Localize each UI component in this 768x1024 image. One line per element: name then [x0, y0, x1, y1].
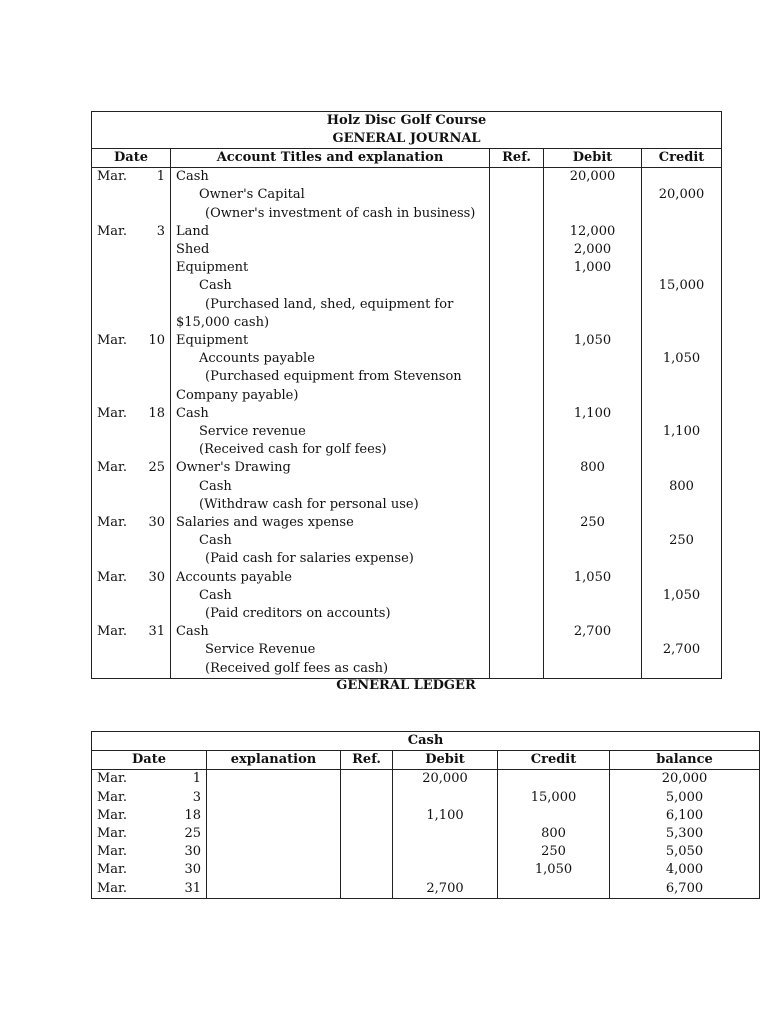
credit-amount: [498, 770, 610, 789]
account-title: Cash: [171, 587, 490, 605]
ref-cell: [490, 332, 544, 350]
debit-amount: [544, 478, 642, 496]
account-title: Cash: [171, 532, 490, 550]
date-month: Mar.: [97, 771, 127, 787]
ref-cell: [490, 532, 544, 550]
journal-line: [92, 514, 722, 532]
credit-amount: [642, 459, 722, 477]
credit-amount: [498, 880, 610, 899]
ref-cell: [490, 223, 544, 241]
account-title: (Paid cash for salaries expense): [171, 550, 490, 568]
date-cell: [92, 807, 207, 825]
debit-amount: [393, 825, 498, 843]
credit-amount: [642, 514, 722, 532]
credit-amount: [642, 296, 722, 314]
debit-amount: 2,700: [393, 880, 498, 899]
date-cell: [92, 332, 171, 350]
credit-amount: [642, 223, 722, 241]
debit-amount: [393, 843, 498, 861]
ref-cell: [490, 168, 544, 187]
journal-line: [92, 587, 722, 605]
date-month: Mar.: [97, 624, 127, 640]
ref-cell: [490, 569, 544, 587]
date-cell: [92, 861, 207, 879]
credit-amount: [642, 405, 722, 423]
date-cell: [92, 478, 171, 496]
account-title: (Purchased land, shed, equipment for: [171, 296, 490, 314]
journal-line: [92, 605, 722, 623]
ref-cell: [490, 296, 544, 314]
header-ref: Ref.: [490, 149, 544, 168]
balance-amount: 5,300: [610, 825, 760, 843]
ref-cell: [490, 550, 544, 568]
account-title: Cash: [171, 623, 490, 641]
credit-amount: 20,000: [642, 186, 722, 204]
date-cell: [92, 186, 171, 204]
cash-ledger-table: [91, 731, 760, 899]
ref: [341, 861, 393, 879]
debit-amount: 20,000: [393, 770, 498, 789]
date-cell: [92, 423, 171, 441]
ref: [341, 843, 393, 861]
account-title: (Owner's investment of cash in business): [171, 205, 490, 223]
date-cell: [92, 350, 171, 368]
date: [97, 880, 201, 898]
account-title: Cash: [171, 478, 490, 496]
date-month: Mar.: [97, 223, 127, 239]
journal-line: [92, 496, 722, 514]
header-explanation: explanation: [207, 751, 341, 770]
header-credit: Credit: [498, 751, 610, 770]
date-day: 31: [184, 880, 201, 896]
date-cell: [92, 441, 171, 459]
explanation: [207, 861, 341, 879]
balance-amount: 4,000: [610, 861, 760, 879]
date-cell: [92, 641, 171, 659]
ledger-row: [92, 789, 760, 807]
journal-line: [92, 569, 722, 587]
account-title: (Withdraw cash for personal use): [171, 496, 490, 514]
debit-amount: 1,050: [544, 569, 642, 587]
date-cell: [92, 168, 171, 187]
company-name: Holz Disc Golf Course: [326, 113, 487, 128]
credit-amount: [642, 241, 722, 259]
debit-amount: 250: [544, 514, 642, 532]
ref: [341, 770, 393, 789]
date-cell: [92, 277, 171, 295]
debit-amount: [393, 789, 498, 807]
credit-amount: 1,050: [642, 350, 722, 368]
account-title: Equipment: [171, 332, 490, 350]
date: [97, 514, 165, 532]
credit-amount: [642, 605, 722, 623]
ref-cell: [490, 587, 544, 605]
date: [97, 789, 201, 807]
date-day: 30: [148, 569, 165, 585]
date: [97, 459, 165, 477]
account-title: Service revenue: [171, 423, 490, 441]
date-day: 30: [148, 515, 165, 531]
ref-cell: [490, 641, 544, 659]
header-debit: Debit: [544, 149, 642, 168]
ref-cell: [490, 514, 544, 532]
credit-amount: [642, 205, 722, 223]
explanation: [207, 770, 341, 789]
account-title: Accounts payable: [171, 350, 490, 368]
journal-line: [92, 423, 722, 441]
header-credit: Credit: [642, 149, 722, 168]
date: [97, 223, 165, 241]
ref-cell: [490, 459, 544, 477]
credit-amount: [642, 660, 722, 679]
ref-cell: [490, 186, 544, 204]
journal-line: [92, 332, 722, 350]
debit-amount: [544, 205, 642, 223]
journal-line: [92, 168, 722, 187]
date-cell: [92, 514, 171, 532]
date-month: Mar.: [97, 789, 127, 805]
credit-amount: [642, 314, 722, 332]
debit-amount: 2,000: [544, 241, 642, 259]
date-cell: [92, 880, 207, 899]
general-journal-table: [91, 111, 722, 679]
date-cell: [92, 296, 171, 314]
ledger-row: [92, 770, 760, 789]
ref-cell: [490, 241, 544, 259]
date-day: 25: [184, 826, 201, 842]
explanation: [207, 880, 341, 899]
ref-cell: [490, 205, 544, 223]
date-day: 25: [148, 460, 165, 476]
journal-line: [92, 186, 722, 204]
explanation: [207, 825, 341, 843]
debit-amount: [544, 496, 642, 514]
debit-amount: [393, 861, 498, 879]
date-cell: [92, 789, 207, 807]
date-cell: [92, 550, 171, 568]
debit-amount: 1,050: [544, 332, 642, 350]
debit-amount: [544, 277, 642, 295]
ref: [341, 789, 393, 807]
date-cell: [92, 368, 171, 386]
date-month: Mar.: [97, 515, 127, 531]
debit-amount: [544, 387, 642, 405]
credit-amount: [498, 807, 610, 825]
account-title: Equipment: [171, 259, 490, 277]
explanation: [207, 807, 341, 825]
date: [97, 861, 201, 879]
account-title: Company payable): [171, 387, 490, 405]
date-day: 18: [184, 807, 201, 823]
account-title: Accounts payable: [171, 569, 490, 587]
debit-amount: [544, 641, 642, 659]
credit-amount: [642, 387, 722, 405]
ref: [341, 807, 393, 825]
ref-cell: [490, 277, 544, 295]
date-cell: [92, 825, 207, 843]
ref: [341, 880, 393, 899]
journal-line: [92, 532, 722, 550]
date-cell: [92, 259, 171, 277]
journal-line: [92, 277, 722, 295]
account-title: Shed: [171, 241, 490, 259]
date-cell: [92, 569, 171, 587]
account-title: Cash: [171, 168, 490, 187]
account-title: Service Revenue: [171, 641, 490, 659]
header-ref: Ref.: [341, 751, 393, 770]
date-month: Mar.: [97, 333, 127, 349]
date: [97, 332, 165, 350]
date-cell: [92, 587, 171, 605]
date-month: Mar.: [97, 405, 127, 421]
journal-line: [92, 205, 722, 223]
credit-amount: [642, 569, 722, 587]
ledger-row: [92, 843, 760, 861]
date-cell: [92, 223, 171, 241]
date-cell: [92, 605, 171, 623]
debit-amount: 1,100: [393, 807, 498, 825]
debit-amount: [544, 587, 642, 605]
ref-cell: [490, 259, 544, 277]
balance-amount: 20,000: [610, 770, 760, 789]
date-day: 3: [192, 789, 201, 805]
date: [97, 405, 165, 423]
debit-amount: 12,000: [544, 223, 642, 241]
date-cell: [92, 770, 207, 789]
debit-amount: [544, 350, 642, 368]
date-day: 10: [148, 333, 165, 349]
journal-line: [92, 441, 722, 459]
credit-amount: [642, 168, 722, 187]
date-cell: [92, 496, 171, 514]
ref-cell: [490, 478, 544, 496]
credit-amount: 15,000: [642, 277, 722, 295]
journal-line: [92, 623, 722, 641]
ref-cell: [490, 405, 544, 423]
ledger-row: [92, 880, 760, 899]
credit-amount: [642, 368, 722, 386]
credit-amount: [642, 496, 722, 514]
date-cell: [92, 843, 207, 861]
credit-amount: 250: [498, 843, 610, 861]
journal-line: [92, 314, 722, 332]
ref-cell: [490, 605, 544, 623]
ref-cell: [490, 496, 544, 514]
account-title: $15,000 cash): [171, 314, 490, 332]
credit-amount: 800: [642, 478, 722, 496]
date: [97, 825, 201, 843]
debit-amount: [544, 532, 642, 550]
ref-cell: [490, 387, 544, 405]
account-title: (Received cash for golf fees): [171, 441, 490, 459]
journal-line: [92, 387, 722, 405]
debit-amount: [544, 314, 642, 332]
date-cell: [92, 459, 171, 477]
journal-line: [92, 368, 722, 386]
credit-amount: 15,000: [498, 789, 610, 807]
ref-cell: [490, 368, 544, 386]
journal-line: [92, 405, 722, 423]
debit-amount: 1,000: [544, 259, 642, 277]
credit-amount: 1,050: [642, 587, 722, 605]
date-month: Mar.: [97, 862, 127, 878]
date-day: 31: [148, 624, 165, 640]
date: [97, 569, 165, 587]
date-day: 1: [192, 771, 201, 787]
balance-amount: 6,100: [610, 807, 760, 825]
debit-amount: 2,700: [544, 623, 642, 641]
ref-cell: [490, 350, 544, 368]
header-balance: balance: [610, 751, 760, 770]
debit-amount: [544, 605, 642, 623]
date-month: Mar.: [97, 569, 127, 585]
explanation: [207, 789, 341, 807]
header-account: Account Titles and explanation: [171, 149, 490, 168]
date-cell: [92, 205, 171, 223]
date-cell: [92, 623, 171, 641]
balance-amount: 5,000: [610, 789, 760, 807]
balance-amount: 6,700: [610, 880, 760, 899]
credit-amount: [642, 441, 722, 459]
account-title: (Purchased equipment from Stevenson: [171, 368, 490, 386]
general-ledger-title: GENERAL LEDGER: [336, 678, 476, 693]
date: [97, 843, 201, 861]
journal-line: [92, 459, 722, 477]
account-title: Owner's Capital: [171, 186, 490, 204]
journal-title: GENERAL JOURNAL: [332, 131, 481, 146]
journal-line: [92, 550, 722, 568]
credit-amount: 800: [498, 825, 610, 843]
balance-amount: 5,050: [610, 843, 760, 861]
credit-amount: [642, 259, 722, 277]
debit-amount: [544, 186, 642, 204]
ledger-account-name: Cash: [92, 732, 760, 751]
date-cell: [92, 387, 171, 405]
date-day: 18: [148, 405, 165, 421]
debit-amount: [544, 423, 642, 441]
credit-amount: [642, 623, 722, 641]
journal-line: [92, 350, 722, 368]
ref: [341, 825, 393, 843]
date-month: Mar.: [97, 880, 127, 896]
account-title: Cash: [171, 277, 490, 295]
debit-amount: 1,100: [544, 405, 642, 423]
account-title: Cash: [171, 405, 490, 423]
journal-line: [92, 478, 722, 496]
account-title: (Paid creditors on accounts): [171, 605, 490, 623]
ledger-row: [92, 825, 760, 843]
debit-amount: 20,000: [544, 168, 642, 187]
account-title: Land: [171, 223, 490, 241]
date-day: 3: [156, 223, 165, 239]
date-month: Mar.: [97, 826, 127, 842]
debit-amount: [544, 296, 642, 314]
ledger-row: [92, 861, 760, 879]
account-title: Owner's Drawing: [171, 459, 490, 477]
journal-line: [92, 223, 722, 241]
header-debit: Debit: [393, 751, 498, 770]
credit-amount: [642, 332, 722, 350]
ref-cell: [490, 623, 544, 641]
credit-amount: 2,700: [642, 641, 722, 659]
date-cell: [92, 405, 171, 423]
debit-amount: 800: [544, 459, 642, 477]
date-day: 1: [156, 169, 165, 185]
date-month: Mar.: [97, 460, 127, 476]
ref-cell: [490, 314, 544, 332]
date-month: Mar.: [97, 169, 127, 185]
header-date: Date: [92, 751, 207, 770]
date-cell: [92, 241, 171, 259]
date: [97, 807, 201, 825]
ref-cell: [490, 660, 544, 679]
debit-amount: [544, 368, 642, 386]
header-date: Date: [92, 149, 171, 168]
journal-line: [92, 641, 722, 659]
ref-cell: [490, 423, 544, 441]
account-title: Salaries and wages xpense: [171, 514, 490, 532]
date-cell: [92, 660, 171, 679]
ref-cell: [490, 441, 544, 459]
credit-amount: [642, 550, 722, 568]
explanation: [207, 843, 341, 861]
date: [97, 168, 165, 186]
date-month: Mar.: [97, 807, 127, 823]
account-title: (Received golf fees as cash): [171, 660, 490, 679]
date-month: Mar.: [97, 844, 127, 860]
debit-amount: [544, 550, 642, 568]
date: [97, 623, 165, 641]
credit-amount: 1,050: [498, 861, 610, 879]
date-cell: [92, 314, 171, 332]
journal-line: [92, 660, 722, 679]
debit-amount: [544, 441, 642, 459]
date-day: 30: [184, 844, 201, 860]
ledger-row: [92, 807, 760, 825]
debit-amount: [544, 660, 642, 679]
date-day: 30: [184, 862, 201, 878]
journal-line: [92, 259, 722, 277]
credit-amount: 1,100: [642, 423, 722, 441]
date-cell: [92, 532, 171, 550]
journal-line: [92, 241, 722, 259]
journal-line: [92, 296, 722, 314]
credit-amount: 250: [642, 532, 722, 550]
date: [97, 770, 201, 788]
